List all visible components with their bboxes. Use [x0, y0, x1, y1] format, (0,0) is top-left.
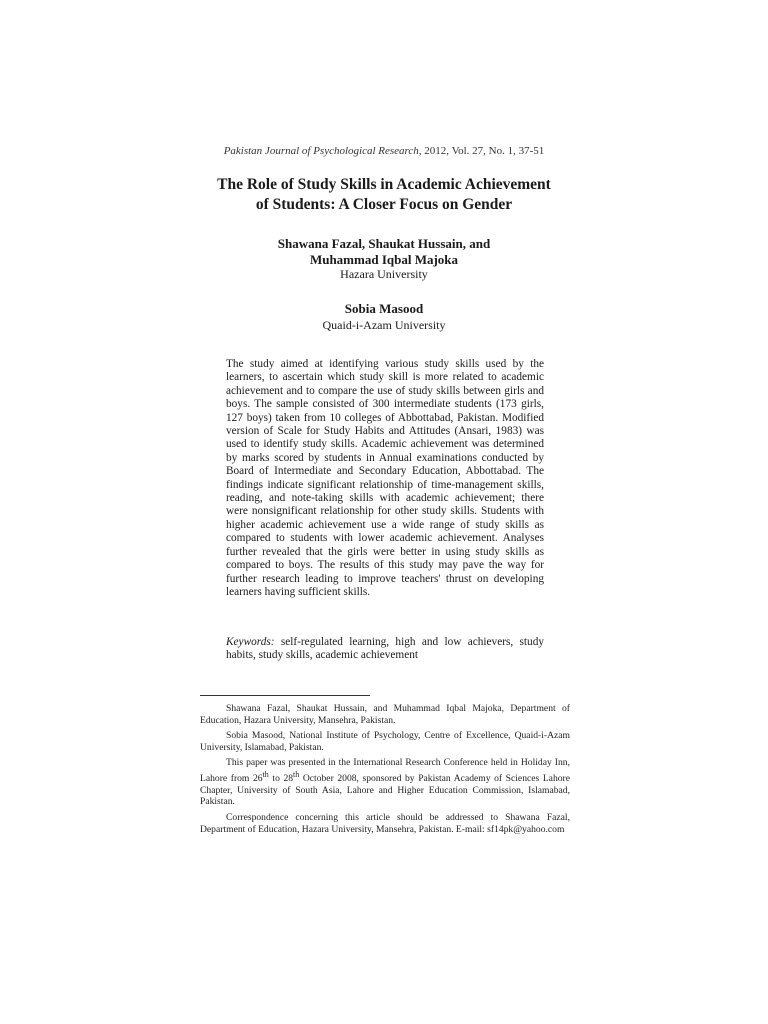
affiliation-2: Quaid-i-Azam University: [322, 318, 446, 332]
journal-citation-header: [0, 145, 768, 157]
paper-title-line-1: The Role of Study Skills in Academic Achievement: [217, 176, 551, 193]
footnote-second-author: Sobia Masood, National Institute of Psychology, Centre of Excellence, Quaid-i-Azam University, Islamabad, Pakistan.: [200, 730, 570, 753]
abstract: The study aimed at identifying various study skills used by the learners, to ascertain which study skill is more related to academic achievement and to compare the use of study skills between girls and boys. The sample consisted of 300 intermediate students (173 girls, 127 boys) taken from 10 colleges of Abbottabad, Pakistan. Modified version of Scale for Study Habits and Attitudes (Ansari, 1983) was used to identify study skills. Academic achievement was determined by marks scored by students in Annual examinations conducted by Board of Intermediate and Secondary Education, Abbottabad. The findings indicate significant relationship of time-management skills, reading, and note-taking skills with academic achievement; there were nonsignificant relationship for other study skills. Students with higher academic achievement use a wide range of study skills as compared to students with lower academic achievement. Analyses further revealed that the girls were better in using study skills as compared to boys. The results of this study may pave the way for further research leading to improve teachers' thrust on developing learners having sufficient skills.: [226, 358, 544, 598]
footnotes: [200, 703, 570, 839]
footnote-correspondence: Correspondence concerning this article should be addressed to Shawana Fazal, Department of Education, Hazara University, Mansehra, Pakistan. E-mail: sf14pk@yahoo.com: [200, 811, 570, 835]
superscript-th-1: th: [262, 769, 269, 779]
paper-title-line-2: of Students: A Closer Focus on Gender: [255, 196, 513, 213]
keywords-text: self-regulated learning, high and low achievers, study habits, study skills, academic achievement: [226, 636, 544, 662]
keywords: [226, 636, 544, 663]
footnote-divider: [200, 695, 370, 696]
authors-line-2: Muhammad Iqbal Majoka: [309, 252, 459, 267]
journal-name: Pakistan Journal of Psychological Research,: [223, 145, 422, 157]
footnote-conference: [200, 757, 570, 808]
keywords-label: Keywords:: [226, 636, 275, 648]
paper-title: [180, 175, 588, 215]
footnote-authors: Shawana Fazal, Shaukat Hussain, and Muhammad Iqbal Majoka, Department of Education, Hazara University, Mansehra, Pakistan.: [200, 703, 570, 726]
conference-text-2: to 28: [268, 773, 294, 785]
author-block-1: [200, 236, 568, 268]
authors-line-1: Shawana Fazal, Shaukat Hussain, and: [277, 236, 491, 251]
superscript-th-2: th: [293, 769, 300, 779]
author-block-2: Sobia Masood: [344, 301, 424, 316]
conference-text-3: October 2008, sponsored by Pakistan Academy of Sciences Lahore Chapter, University of South Asia, Lahore and Higher Education Commission, Islamabad, Pakistan.: [200, 773, 570, 808]
conference-text-1: This paper was presented in the International Research Conference held in Holiday Inn, Lahore from 26: [200, 757, 570, 785]
journal-citation: 2012, Vol. 27, No. 1, 37-51: [421, 145, 545, 157]
affiliation-1: Hazara University: [340, 267, 428, 281]
